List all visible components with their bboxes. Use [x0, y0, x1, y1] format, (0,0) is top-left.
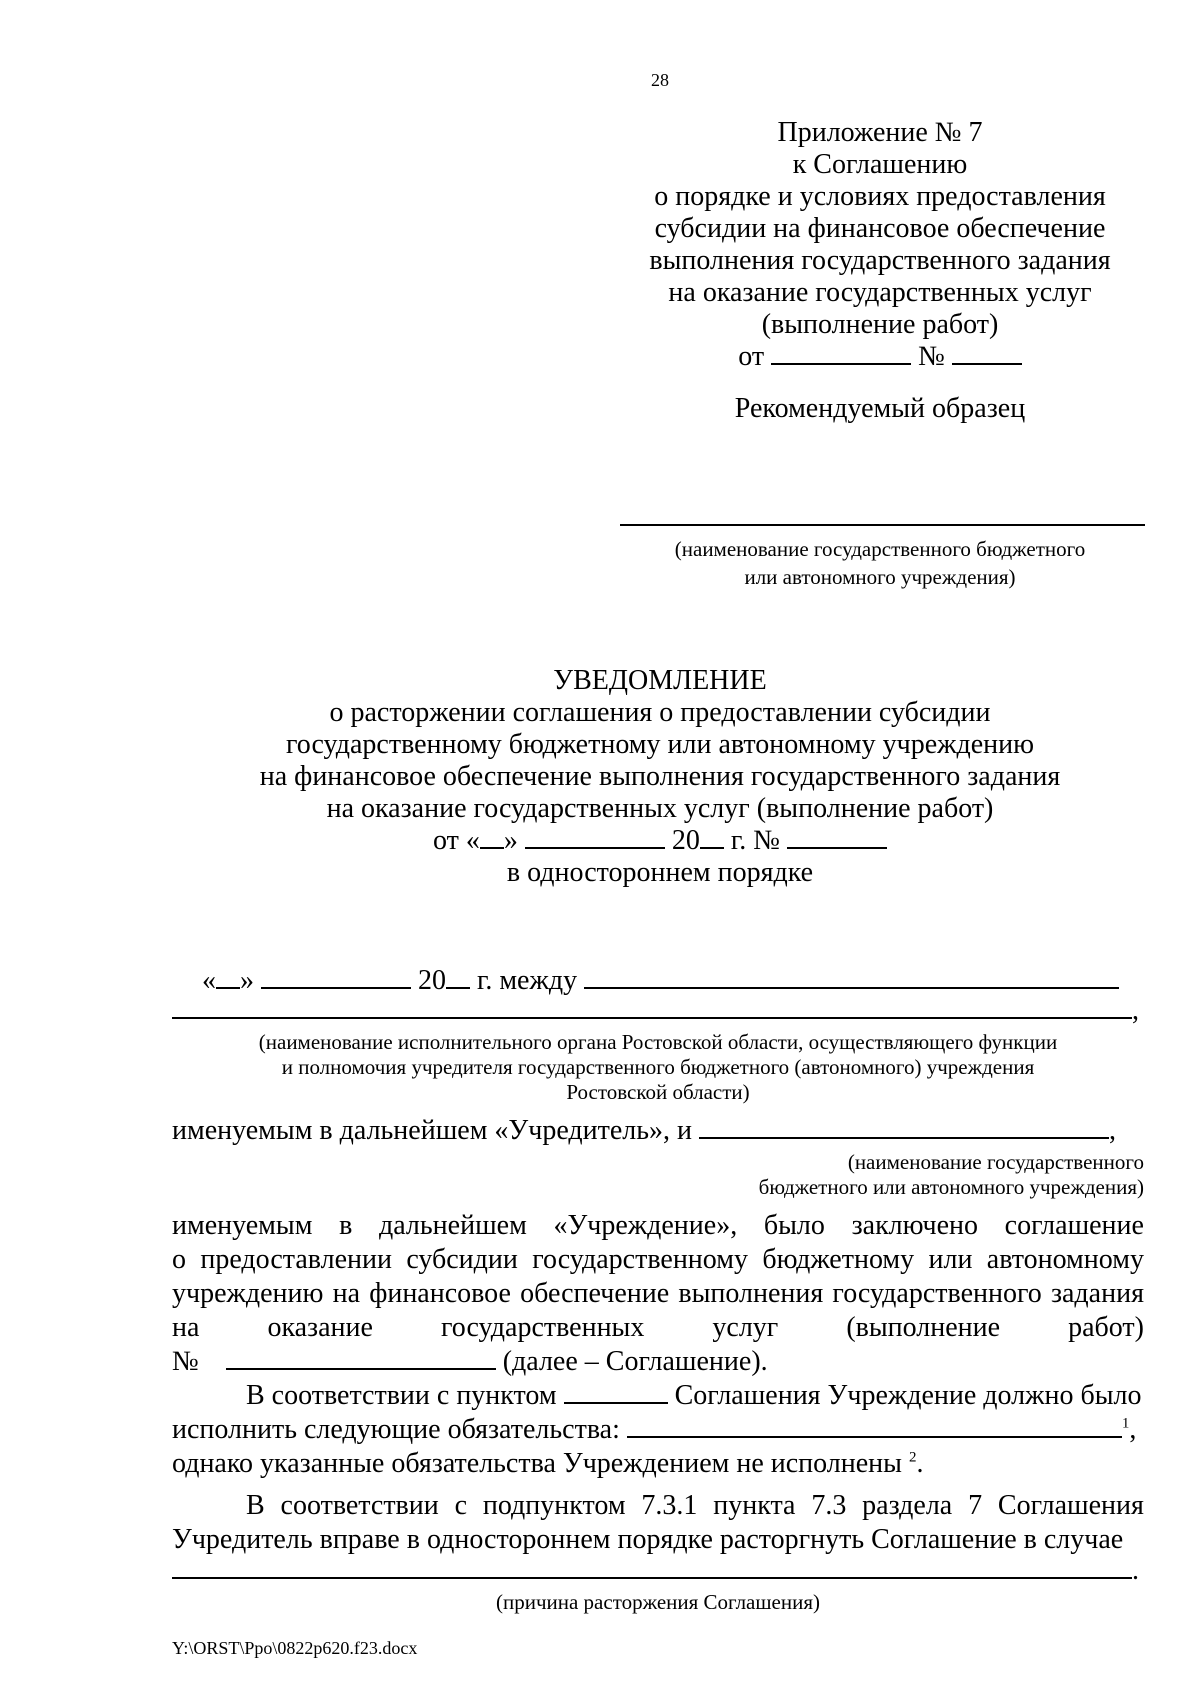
notice-subtitle-line: на оказание государственных услуг (выполнение работ): [326, 793, 994, 824]
founder-caption: (наименование исполнительного органа Ростовской области, осуществляющего функции и полномочия учредителя государственного бюджетного (автономного) учреждения Ростовской области): [258, 1030, 1058, 1104]
date-blank: [771, 341, 911, 365]
paragraph-1-line: о предоставлении субсидии государственному бюджетному или автономному: [172, 1244, 1144, 1275]
date-between-line: « » 20 г. между: [202, 965, 1119, 997]
paragraph-1-line: именуемым в дальнейшем «Учреждение», было заключено соглашение: [172, 1210, 1144, 1241]
notice-last-line: в одностороннем порядке: [506, 857, 814, 888]
number-blank: [952, 341, 1022, 365]
appendix-line: (выполнение работ): [761, 309, 999, 340]
paragraph-3-line: Учредитель вправе в одностороннем порядке расторгнуть Соглашение в случае: [172, 1524, 1124, 1555]
paragraph-3-line: В соответствии с подпунктом 7.3.1 пункта 7.3 раздела 7 Соглашения: [246, 1490, 1144, 1521]
paragraph-1-line: на оказание государственных услуг (выполнение работ): [172, 1312, 1144, 1343]
appendix-line: о порядке и условиях предоставления: [654, 181, 1106, 212]
paragraph-2-line: однако указанные обязательства Учреждением не исполнены $^2$.: [172, 1448, 924, 1479]
institution-caption: (наименование государственного бюджетного или автономного учреждения): [674, 537, 1086, 589]
paragraph-2-line: В соответствии с пунктом Соглашения Учреждение должно было: [246, 1380, 1142, 1411]
page-number: 28: [651, 70, 669, 90]
notice-heading: [160, 665, 1160, 889]
notice-title: УВЕДОМЛЕНИЕ: [553, 665, 767, 696]
appendix-line: Приложение № 7: [777, 117, 983, 148]
appendix-date-line: от №: [620, 341, 1140, 373]
paragraph-1-line: учреждению на финансовое обеспечение выполнения государственного задания: [172, 1278, 1144, 1309]
recommended-sample-label: Рекомендуемый образец: [734, 393, 1026, 424]
notice-date-line: от « » 20 г. №: [160, 825, 1160, 857]
paragraph-2-line: исполнить следующие обязательства: $^1$,: [172, 1414, 1137, 1445]
notice-subtitle-line: о расторжении соглашения о предоставлении субсидии: [329, 697, 991, 728]
institution-name-blank: [620, 524, 1145, 526]
founder-blank-line: ,: [172, 995, 1139, 1027]
paragraph-1-line: № (далее – Соглашение).: [172, 1346, 768, 1377]
reason-caption: (причина расторжения Соглашения): [495, 1590, 821, 1614]
footer-file-path: Y:\ORST\Ppo\0822p620.f23.docx: [172, 1638, 418, 1658]
founder-named-line: именуемым в дальнейшем «Учредитель», и ,: [172, 1115, 1116, 1146]
appendix-line: к Соглашению: [792, 149, 968, 180]
appendix-header: [620, 117, 1140, 425]
notice-subtitle-line: на финансовое обеспечение выполнения государственного задания: [259, 761, 1061, 792]
appendix-line: субсидии на финансовое обеспечение: [654, 213, 1106, 244]
appendix-line: на оказание государственных услуг: [668, 277, 1092, 308]
notice-subtitle-line: государственному бюджетному или автономному учреждению: [285, 729, 1035, 760]
reason-blank-line: .: [172, 1555, 1139, 1587]
appendix-line: выполнения государственного задания: [649, 245, 1111, 276]
institution-caption-body: (наименование государственного бюджетного или автономного учреждения): [758, 1150, 1144, 1199]
